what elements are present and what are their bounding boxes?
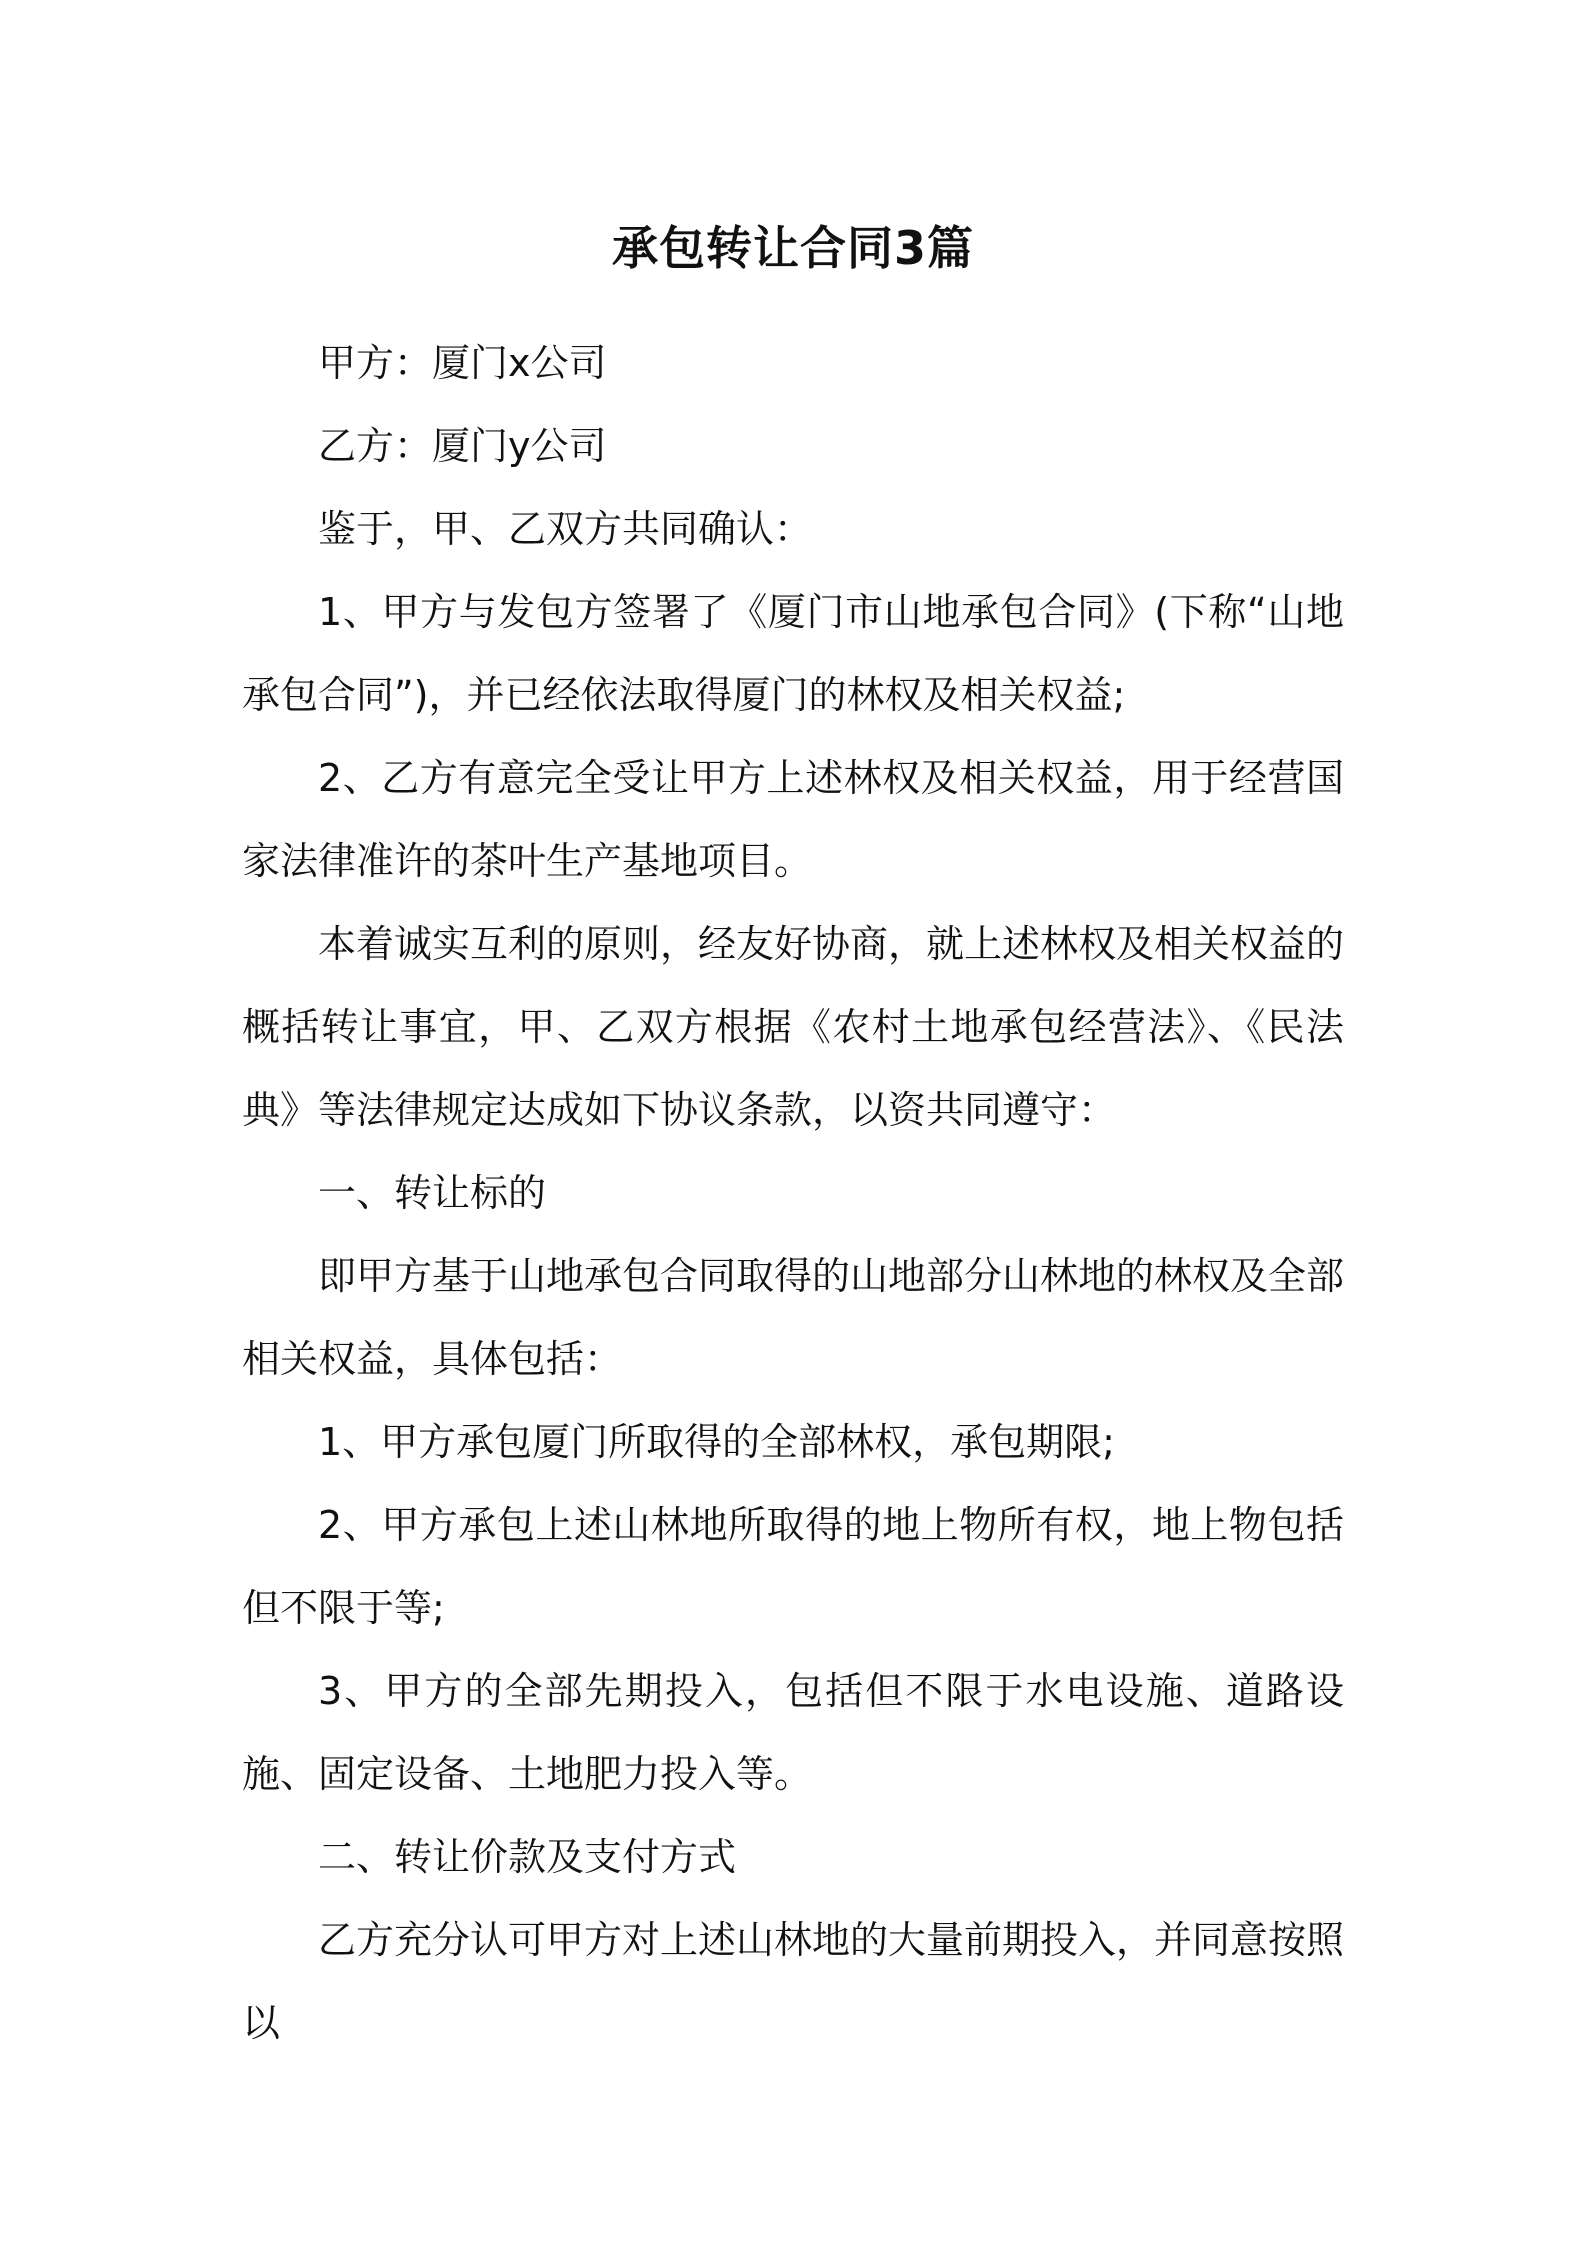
section-1-intro: 即甲方基于山地承包合同取得的山地部分山林地的林权及全部相关权益，具体包括：: [242, 1254, 1345, 1381]
section-1-item-1: 1、甲方承包厦门所取得的全部林权，承包期限;: [318, 1420, 1115, 1464]
party-b-line: 乙方：厦门y公司: [318, 424, 607, 468]
party-a-line: 甲方：厦门x公司: [318, 341, 607, 385]
section-1-item-2: 2、甲方承包上述山林地所取得的地上物所有权，地上物包括但不限于等;: [242, 1503, 1344, 1630]
document-body: [242, 322, 1344, 2065]
document-title: 承包转让合同3篇: [611, 221, 974, 275]
recital-item-2: 2、乙方有意完全受让甲方上述林权及相关权益，用于经营国家法律准许的茶叶生产基地项目。: [242, 756, 1344, 883]
section-1-item-3: 3、甲方的全部先期投入，包括但不限于水电设施、道路设施、固定设备、土地肥力投入等。: [242, 1669, 1344, 1796]
recital-item-1: 1、甲方与发包方签署了《厦门市山地承包合同》(下称“山地承包合同”)，并已经依法取得厦门的林权及相关权益;: [242, 590, 1344, 717]
section-heading-1: 一、转让标的: [318, 1171, 547, 1215]
agreement-preamble: 本着诚实互利的原则，经友好协商，就上述林权及相关权益的概括转让事宜，甲、乙双方根据《农村土地承包经营法》、《民法典》等法律规定达成如下协议条款，以资共同遵守：: [242, 922, 1345, 1132]
recital-intro: 鉴于，甲、乙双方共同确认：: [318, 507, 813, 551]
section-2-text: 乙方充分认可甲方对上述山林地的大量前期投入，并同意按照以: [242, 1918, 1345, 2045]
section-heading-2: 二、转让价款及支付方式: [318, 1835, 737, 1879]
